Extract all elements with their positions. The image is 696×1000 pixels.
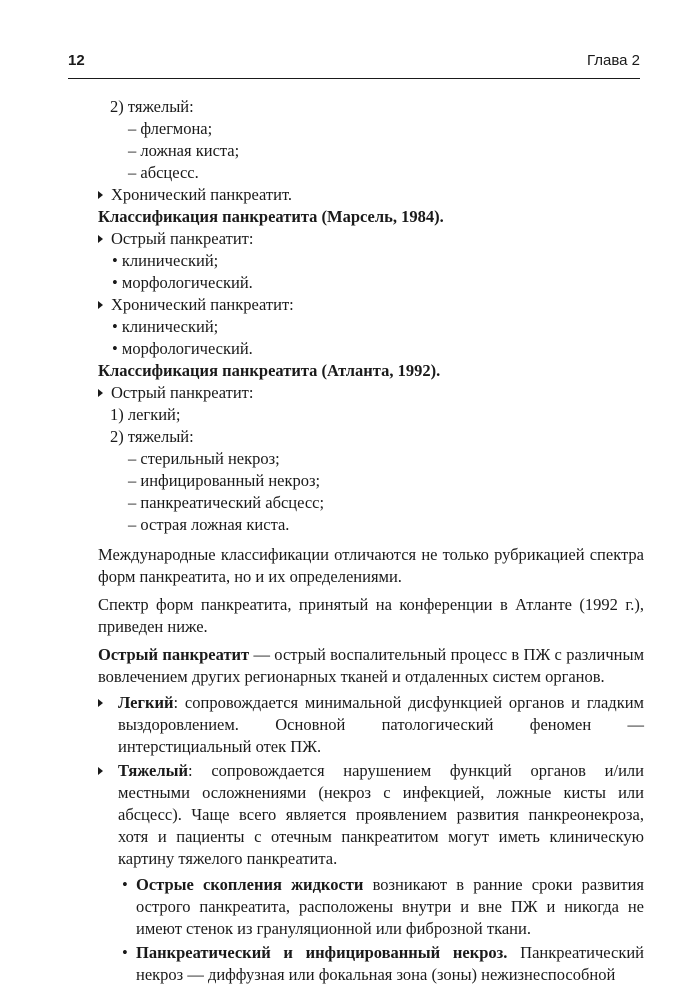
list-item: – ложная киста; — [128, 141, 240, 160]
triangle-bullet-icon — [98, 389, 103, 397]
triangle-bullet-icon — [98, 301, 103, 309]
list-item: • морфологический. — [112, 273, 253, 292]
list-item-text: Острый панкреатит: — [111, 229, 254, 248]
list-item: 2) тяжелый: — [110, 427, 194, 446]
list-item: – абсцесс. — [128, 163, 199, 182]
bullet-icon: • — [122, 943, 128, 962]
list-item — [98, 874, 644, 940]
section-heading: Классификация панкреатита (Атланта, 1992). — [98, 361, 441, 380]
running-header — [68, 48, 640, 72]
triangle-bullet-icon — [98, 191, 103, 199]
list-item-text: Острый панкреатит: — [111, 383, 254, 402]
chapter-title: Глава 2 — [586, 52, 640, 69]
list-item: 1) легкий; — [110, 405, 181, 424]
header-rule — [68, 78, 640, 79]
list-item: – панкреатический абсцесс; — [128, 493, 325, 512]
term: Легкий — [118, 693, 174, 712]
list-item-text: : сопровождается минимальной дисфункцией органов и гладким выздоровлением. Основной патологический феномен — интерстициальный отек ПЖ. — [118, 693, 644, 756]
list-item-text: Хронический панкреатит: — [111, 295, 294, 314]
list-item — [98, 294, 644, 316]
term: Панкреатический и инфицированный некроз. — [136, 943, 508, 962]
triangle-bullet-icon — [98, 767, 103, 775]
list-item-text: Хронический панкреатит. — [111, 185, 293, 204]
page-body — [98, 96, 644, 986]
list-item: • морфологический. — [112, 339, 253, 358]
bullet-icon: • — [122, 875, 128, 894]
paragraph — [98, 594, 644, 638]
list-item-text: возникают в ранние сроки развития острого панкреатита, расположены внутри и вне ПЖ и никогда не имеют стенок из грануляционной или фиброзной ткани. — [136, 875, 644, 938]
list-item: • клинический; — [112, 317, 219, 336]
list-item: • клинический; — [112, 251, 219, 270]
list-item: – стерильный некроз; — [128, 449, 280, 468]
paragraph-text: — острый воспалительный процесс в ПЖ с различным вовлечением других регионарных тканей и отдаленных систем органов. — [98, 645, 645, 686]
list-item: – флегмона; — [128, 119, 213, 138]
list-item — [98, 942, 644, 986]
term: Острый панкреатит — [98, 645, 250, 664]
list-item: – острая ложная киста. — [128, 515, 290, 534]
paragraph-text: Спектр форм панкреатита, принятый на конференции в Атланте (1992 г.), приведен ниже. — [98, 595, 644, 636]
triangle-bullet-icon — [98, 699, 103, 707]
list-item: – инфицированный некроз; — [128, 471, 321, 490]
list-item — [98, 382, 644, 404]
list-item-text: Панкреатический некроз — диффузная или фокальная зона (зоны) нежизнеспособной — [136, 943, 644, 984]
section-heading: Классификация панкреатита (Марсель, 1984). — [98, 207, 444, 226]
list-item — [98, 228, 644, 250]
page-number: 12 — [68, 52, 85, 69]
paragraph-text: Международные классификации отличаются не только рубрикацией спектра форм панкреатита, но и их определениями. — [98, 545, 644, 586]
term: Острые скопления жидкости — [136, 875, 364, 894]
list-item-text: : сопровождается нарушением функций органов и/или местными осложнениями (некроз с инфекцией, ложные кисты или абсцесс). Чаще всего является проявлением развития панкреонекроза, хотя и пациенты с отечным панкреатитом могут иметь клиническую картину тяжелого панкреатита. — [118, 761, 644, 868]
list-item — [98, 692, 644, 758]
term: Тяжелый — [118, 761, 189, 780]
list-item — [98, 760, 644, 870]
triangle-bullet-icon — [98, 235, 103, 243]
list-item: 2) тяжелый: — [110, 97, 194, 116]
list-item — [98, 184, 644, 206]
paragraph — [98, 544, 644, 588]
paragraph — [98, 644, 644, 688]
